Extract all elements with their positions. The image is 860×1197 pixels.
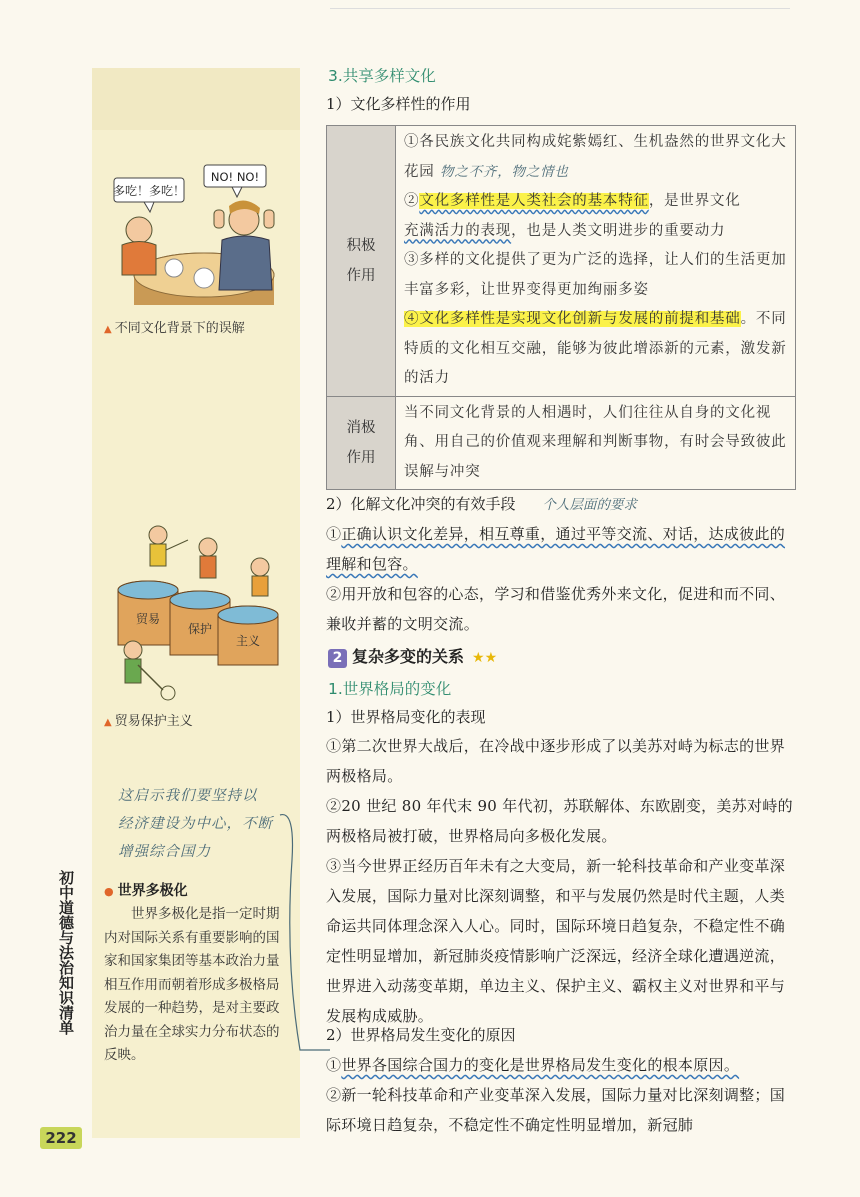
- barrel-label-3: 主义: [235, 634, 261, 648]
- caption-text: 不同文化背景下的误解: [114, 321, 245, 336]
- note-line: 这启示我们要坚持以: [118, 788, 258, 804]
- label-text: 消极作用: [346, 419, 376, 466]
- table-row: [327, 126, 796, 397]
- item-text: 20 世纪 80 年代末 90 年代初，苏联解体、东欧剧变，美苏对峙的两极格局被打破，世界格局向多极化发展。: [326, 797, 793, 845]
- method-2: [326, 579, 798, 639]
- highlighted-text: 文化多样性是人类社会的基本特征: [419, 193, 649, 209]
- item-text: 新一轮科技革命和产业变革深入发展，国际力量对比深刻调整；国际环境日趋复杂，不稳定性不确定性明显增加，新冠肺: [326, 1086, 786, 1134]
- caption-text: 贸易保护主义: [114, 714, 193, 729]
- highlighted-text: ④文化多样性是实现文化创新与发展的前提和基础: [404, 311, 741, 327]
- positive-content: [396, 126, 796, 397]
- item-num: ①: [326, 1056, 342, 1074]
- bubble-right-text: NO! NO!: [210, 170, 260, 184]
- section-number-badge: 2: [328, 649, 347, 668]
- world-item-2: [326, 791, 798, 851]
- negative-content: 当不同文化背景的人相遇时，人们往往从自身的文化视角、用自己的价值观来理解和判断事物，有时会导致彼此误解与冲突: [396, 396, 796, 490]
- barrel-label-2: 保护: [187, 622, 213, 636]
- subheading-3: 1）世界格局变化的表现: [326, 708, 486, 726]
- section-heading: 3.共享多样文化: [328, 67, 436, 85]
- item-text: 当今世界正经历百年未有之大变局，新一轮科技革命和产业变革深入发展，国际力量对比深刻调整，和平与发展仍然是时代主题，人类命运共同体理念深入人心。同时，国际环境日趋复杂，不稳定性不确定性明显增加，新冠肺炎疫情影响广泛深远，经济全球化遭遇逆流，世界进入动荡变革期，单边主义、保护主义、霸权主义对世界和平与发展构成威胁。: [326, 857, 786, 1025]
- item-num: ②: [326, 1086, 342, 1104]
- triangle-icon: ▲: [104, 324, 112, 335]
- section-heading-2: 1.世界格局的变化: [328, 680, 452, 698]
- underlined-text: 正确认识文化差异，相互尊重，通过平等交流、对话，达成彼此的理解和包容。: [326, 525, 786, 573]
- item-num: ②: [326, 585, 342, 603]
- table-row: [327, 396, 796, 490]
- label-text: 积极作用: [346, 237, 376, 284]
- underlined-text: 充满活力的表现: [404, 222, 512, 239]
- top-rule: [330, 8, 790, 9]
- bubble-left-text: 多吃！多吃！: [112, 184, 186, 198]
- item-num: ③: [326, 857, 342, 875]
- section-title: 复杂多变的关系: [352, 647, 465, 666]
- underlined-text: 世界各国综合国力的变化是世界格局发生变化的根本原因。: [341, 1056, 740, 1074]
- positive-label: [327, 126, 396, 397]
- handwritten-note-inline: 个人层面的要求: [542, 497, 637, 513]
- section-2-heading: [328, 644, 497, 668]
- star-icon: ★★: [472, 650, 498, 666]
- item-num: ②: [326, 797, 342, 815]
- item-text: ，也是人类文明进步的重要动力: [511, 222, 726, 239]
- method-1: [326, 519, 798, 579]
- item-1: [404, 128, 787, 187]
- reason-2: [326, 1080, 798, 1140]
- subheading-text: 2）化解文化冲突的有效手段: [326, 495, 516, 513]
- term-definition: 世界多极化是指一定时期内对国际关系有重要影响的国家和国家集团等基本政治力量相互作用而朝着形成多极格局发展的一种趋势，是对主要政治力量在全球实力分布状态的反映。: [104, 906, 280, 1063]
- negative-label: [327, 396, 396, 490]
- page-number: 222: [40, 1127, 82, 1149]
- barrel-label-1: 贸易: [135, 612, 161, 626]
- trade-protectionism-illustration: [108, 515, 293, 705]
- item-text: 第二次世界大战后，在冷战中逐步形成了以美苏对峙为标志的世界两极格局。: [326, 737, 786, 785]
- term-title-text: 世界多极化: [117, 883, 188, 899]
- reason-1: [326, 1050, 798, 1080]
- figure-caption: [104, 317, 245, 336]
- item-4: [404, 305, 787, 394]
- diversity-table: [326, 125, 796, 490]
- note-line: 经济建设为中心，不断: [118, 816, 273, 832]
- note-line: 增强综合国力: [118, 844, 211, 860]
- item-num: ①: [326, 737, 342, 755]
- triangle-icon: ▲: [104, 717, 112, 728]
- subheading-4: 2）世界格局发生变化的原因: [326, 1026, 516, 1044]
- sidebar-top-band: [92, 68, 300, 130]
- subheading: 1）文化多样性的作用: [326, 95, 471, 113]
- term-heading: [104, 880, 188, 900]
- item-text: 用开放和包容的心态，学习和借鉴优秀外来文化，促进和而不同、兼收并蓄的文明交流。: [326, 585, 786, 633]
- figure-caption-2: [104, 710, 193, 729]
- misunderstanding-illustration: [104, 150, 294, 315]
- item-text: ①各民族文化共同构成姹紫嫣红、生机盎然的世界文化大花园: [404, 134, 787, 180]
- handwritten-note-inline: 物之不齐，物之情也: [440, 163, 569, 180]
- item-num: ②: [404, 193, 420, 209]
- item-text: 。不同特质的文化相互交融，能够为彼此增添新的元素，激发新的活力: [404, 311, 787, 386]
- world-item-1: [326, 731, 798, 791]
- subheading-2: [326, 493, 637, 514]
- item-2: [404, 187, 787, 246]
- item-3: ③多样的文化提供了更为广泛的选择，让人们的生活更加丰富多彩，让世界变得更加绚丽多姿: [404, 252, 787, 298]
- book-spine-title: 初中道德与法治知识清单: [57, 870, 75, 1035]
- item-text: ，是世界文化: [648, 193, 741, 209]
- world-item-3: [326, 851, 798, 1031]
- item-num: ①: [326, 525, 342, 543]
- bullet-icon: ●: [104, 885, 114, 898]
